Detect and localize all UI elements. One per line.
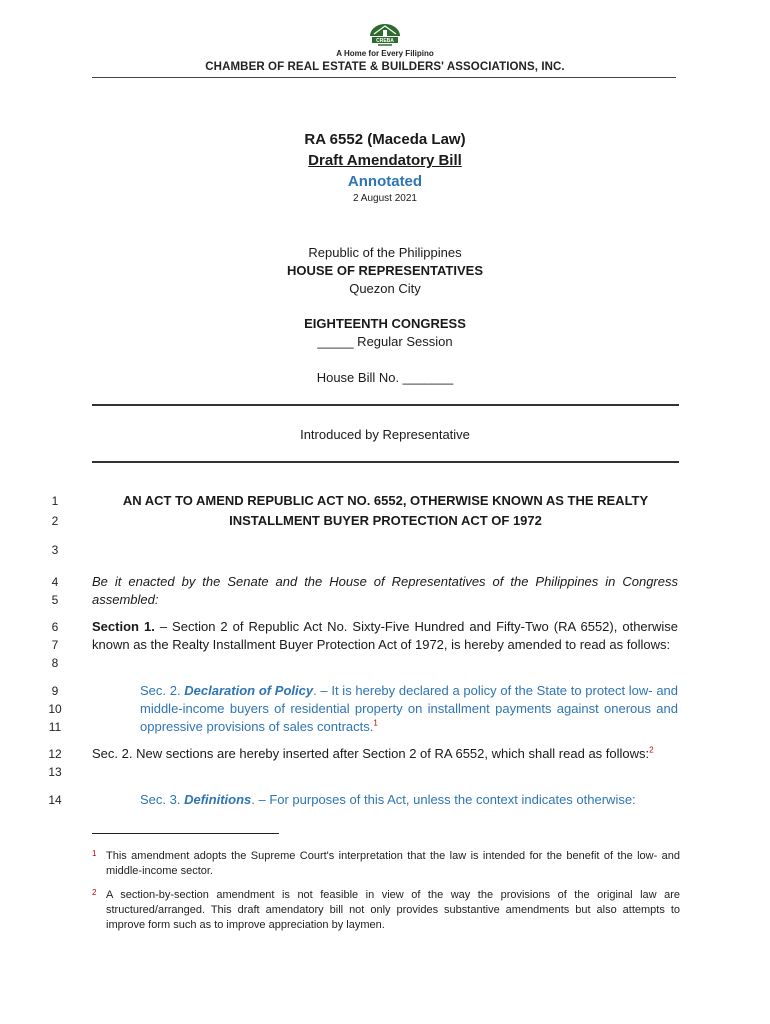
bottom-rule <box>92 461 679 463</box>
house-line: HOUSE OF REPRESENTATIVES <box>287 263 483 278</box>
section-3-prefix: Sec. 3. <box>140 792 185 807</box>
section-2-declaration <box>140 682 678 736</box>
section-3-heading: Definitions <box>184 792 252 807</box>
section-2-prefix: Sec. 2. <box>140 683 185 698</box>
line-number: 1 <box>51 494 59 508</box>
line-number: 5 <box>51 593 59 607</box>
new-sections-text: Sec. 2. New sections are hereby inserted after Section 2 of RA 6552, which shall read as follows: <box>92 746 650 761</box>
annotated-label: Annotated <box>347 173 423 190</box>
top-rule <box>92 404 679 406</box>
act-title-line-1: AN ACT TO AMEND REPUBLIC ACT NO. 6552, OTHERWISE KNOWN AS THE REALTY <box>122 493 649 508</box>
line-number: 10 <box>48 702 62 716</box>
footnote-mark: 2 <box>92 888 97 897</box>
organization-name: CHAMBER OF REAL ESTATE & BUILDERS' ASSOCIATIONS, INC. <box>205 61 565 73</box>
section-3-text: . – For purposes of this Act, unless the context indicates otherwise: <box>251 792 636 807</box>
line-number: 14 <box>48 793 62 807</box>
logo-text: CREBA <box>376 38 394 44</box>
line-number: 6 <box>51 620 59 634</box>
line-number: 8 <box>51 656 59 670</box>
footnote-separator <box>92 833 279 834</box>
line-number: 2 <box>51 514 59 528</box>
footnote-1 <box>92 849 680 879</box>
footnote-ref-1[interactable]: 1 <box>373 718 378 728</box>
section-3-definitions <box>140 791 680 809</box>
section-1 <box>92 618 678 654</box>
creba-logo <box>364 22 406 50</box>
line-number: 4 <box>51 575 59 589</box>
session-line: _____ Regular Session <box>317 334 453 349</box>
footnote-text: This amendment adopts the Supreme Court's interpretation that the law is intended for the benefit of the low- and middle-income sector. <box>106 850 680 877</box>
document-title: RA 6552 (Maceda Law) <box>304 131 466 148</box>
header-divider <box>92 77 676 78</box>
footnote-mark: 1 <box>92 849 97 858</box>
document-subtitle: Draft Amendatory Bill <box>308 152 462 169</box>
line-number: 13 <box>48 765 62 779</box>
new-sections-paragraph <box>92 745 678 763</box>
city-line: Quezon City <box>349 281 421 296</box>
section-1-heading: Section 1. <box>92 619 155 634</box>
line-number: 9 <box>51 684 59 698</box>
footnote-ref-2[interactable]: 2 <box>649 745 654 755</box>
footnote-text: A section-by-section amendment is not feasible in view of the way the provisions of the original law are structured/arranged. This draft amendatory bill not only provides substantive amendments but also attempts to improve form such as to improve appreciation by laymen. <box>106 889 680 931</box>
bill-number-line: House Bill No. _______ <box>316 370 454 385</box>
line-number: 12 <box>48 747 62 761</box>
tagline: A Home for Every Filipino <box>336 49 434 58</box>
line-number: 7 <box>51 638 59 652</box>
document-date: 2 August 2021 <box>353 193 417 204</box>
section-1-text: – Section 2 of Republic Act No. Sixty-Five Hundred and Fifty-Two (RA 6552), otherwise known as the Realty Installment Buyer Protection Act of 1972, is hereby amended to read as follows: <box>92 619 678 652</box>
line-number: 3 <box>51 543 59 557</box>
republic-line: Republic of the Philippines <box>308 245 462 260</box>
section-2-heading: Declaration of Policy <box>184 683 314 698</box>
enacting-clause: Be it enacted by the Senate and the House of Representatives of the Philippines in Congress assembled: <box>92 574 678 607</box>
footnote-2 <box>92 888 680 933</box>
introduced-line: Introduced by Representative <box>300 427 470 442</box>
section-2-text: . – It is hereby declared a policy of the State to protect low- and middle-income buyers of residential property on installment payments against onerous and oppressive provisions of sales contracts. <box>140 683 679 734</box>
act-title-line-2: INSTALLMENT BUYER PROTECTION ACT OF 1972 <box>229 513 542 528</box>
congress-line: EIGHTEENTH CONGRESS <box>304 316 466 331</box>
line-number: 11 <box>48 720 62 734</box>
